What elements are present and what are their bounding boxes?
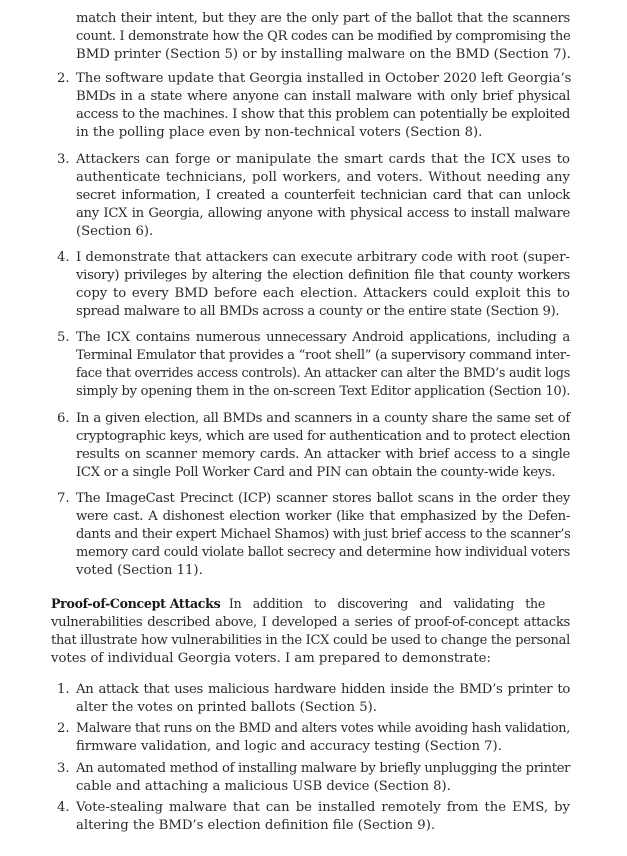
text-line: copy to every BMD before each election. Attackers could exploit this to bbox=[76, 286, 570, 301]
text-span: In addition to discovering and validating the bbox=[228, 597, 545, 612]
text-line: visory) privileges by altering the election definition file that county workers bbox=[76, 268, 570, 283]
text-line: ICX or a single Poll Worker Card and PIN can obtain the county-wide keys. bbox=[76, 465, 556, 480]
text-line: firmware validation, and logic and accuracy testing (Section 7). bbox=[76, 739, 502, 754]
text-line: vulnerabilities described above, I developed a series of proof-of-concept attacks bbox=[51, 615, 570, 630]
text-line: memory card could violate ballot secrecy and determine how individual voters bbox=[76, 545, 570, 560]
text-line: cable and attaching a malicious USB device (Section 8). bbox=[76, 779, 451, 794]
text-line: altering the BMD’s election definition file (Section 9). bbox=[76, 818, 436, 833]
text-line: face that overrides access controls). An attacker can alter the BMD’s audit logs bbox=[76, 366, 570, 381]
text-line: match their intent, but they are the only part of the ballot that the scanners bbox=[76, 11, 570, 26]
paragraph-heading: Proof-of-Concept Attacks bbox=[51, 597, 221, 612]
text-line: BMD printer (Section 5) or by installing malware on the BMD (Section 7). bbox=[76, 47, 571, 62]
text-line: dants and their expert Michael Shamos) with just brief access to the scanner’s bbox=[76, 527, 571, 542]
list-number: 6. bbox=[57, 411, 70, 426]
list-number: 2. bbox=[57, 721, 70, 736]
text-line: access to the machines. I show that this problem can potentially be exploited bbox=[76, 107, 570, 122]
text-line: An attack that uses malicious hardware hidden inside the BMD’s printer to bbox=[76, 682, 570, 697]
text-line: simply by opening them in the on-screen Text Editor application (Section 10). bbox=[76, 384, 571, 399]
text-line: alter the votes on printed ballots (Section 5). bbox=[76, 700, 377, 715]
list-number: 5. bbox=[57, 330, 70, 345]
list-number: 1. bbox=[57, 682, 70, 697]
text-line: BMDs in a state where anyone can install malware with only brief physical bbox=[76, 89, 570, 104]
text-line: The ICX contains numerous unnecessary Android applications, including a bbox=[76, 330, 570, 345]
text-line: votes of individual Georgia voters. I am prepared to demonstrate: bbox=[51, 651, 491, 666]
text-line: results on scanner memory cards. An attacker with brief access to a single bbox=[76, 447, 570, 462]
text-line bbox=[51, 596, 545, 614]
text-line: Attackers can forge or manipulate the smart cards that the ICX uses to bbox=[76, 152, 570, 167]
text-line: authenticate technicians, poll workers, and voters. Without needing any bbox=[76, 170, 570, 185]
list-number: 3. bbox=[57, 761, 70, 776]
text-line: spread malware to all BMDs across a county or the entire state (Section 9). bbox=[76, 304, 560, 319]
text-line: In a given election, all BMDs and scanners in a county share the same set of bbox=[76, 411, 570, 426]
list-number: 2. bbox=[57, 71, 70, 86]
list-number: 4. bbox=[57, 250, 70, 265]
text-line: in the polling place even by non-technical voters (Section 8). bbox=[76, 125, 483, 140]
text-line: were cast. A dishonest election worker (like that emphasized by the Defen- bbox=[76, 509, 570, 524]
text-line: Terminal Emulator that provides a “root shell” (a supervisory command inter- bbox=[76, 348, 570, 363]
text-line: Vote-stealing malware that can be installed remotely from the EMS, by bbox=[76, 800, 570, 815]
text-line: An automated method of installing malware by briefly unplugging the printer bbox=[76, 761, 571, 776]
list-number: 3. bbox=[57, 152, 70, 167]
text-line: I demonstrate that attackers can execute arbitrary code with root (super- bbox=[76, 250, 570, 265]
text-line: (Section 6). bbox=[76, 224, 154, 239]
text-line: voted (Section 11). bbox=[76, 563, 203, 578]
text-line: cryptographic keys, which are used for authentication and to protect election bbox=[76, 429, 571, 444]
list-number: 4. bbox=[57, 800, 70, 815]
text-line: any ICX in Georgia, allowing anyone with physical access to install malware bbox=[76, 206, 570, 221]
text-line: The software update that Georgia installed in October 2020 left Georgia’s bbox=[76, 71, 572, 86]
text-line: count. I demonstrate how the QR codes can be modified by compromising the bbox=[76, 29, 571, 44]
text-line: Malware that runs on the BMD and alters votes while avoiding hash validation, bbox=[76, 721, 571, 736]
text-line: The ImageCast Precinct (ICP) scanner stores ballot scans in the order they bbox=[76, 491, 570, 506]
list-number: 7. bbox=[57, 491, 70, 506]
text-line: that illustrate how vulnerabilities in the ICX could be used to change the personal bbox=[51, 633, 570, 648]
text-line: secret information, I created a counterfeit technician card that can unlock bbox=[76, 188, 570, 203]
